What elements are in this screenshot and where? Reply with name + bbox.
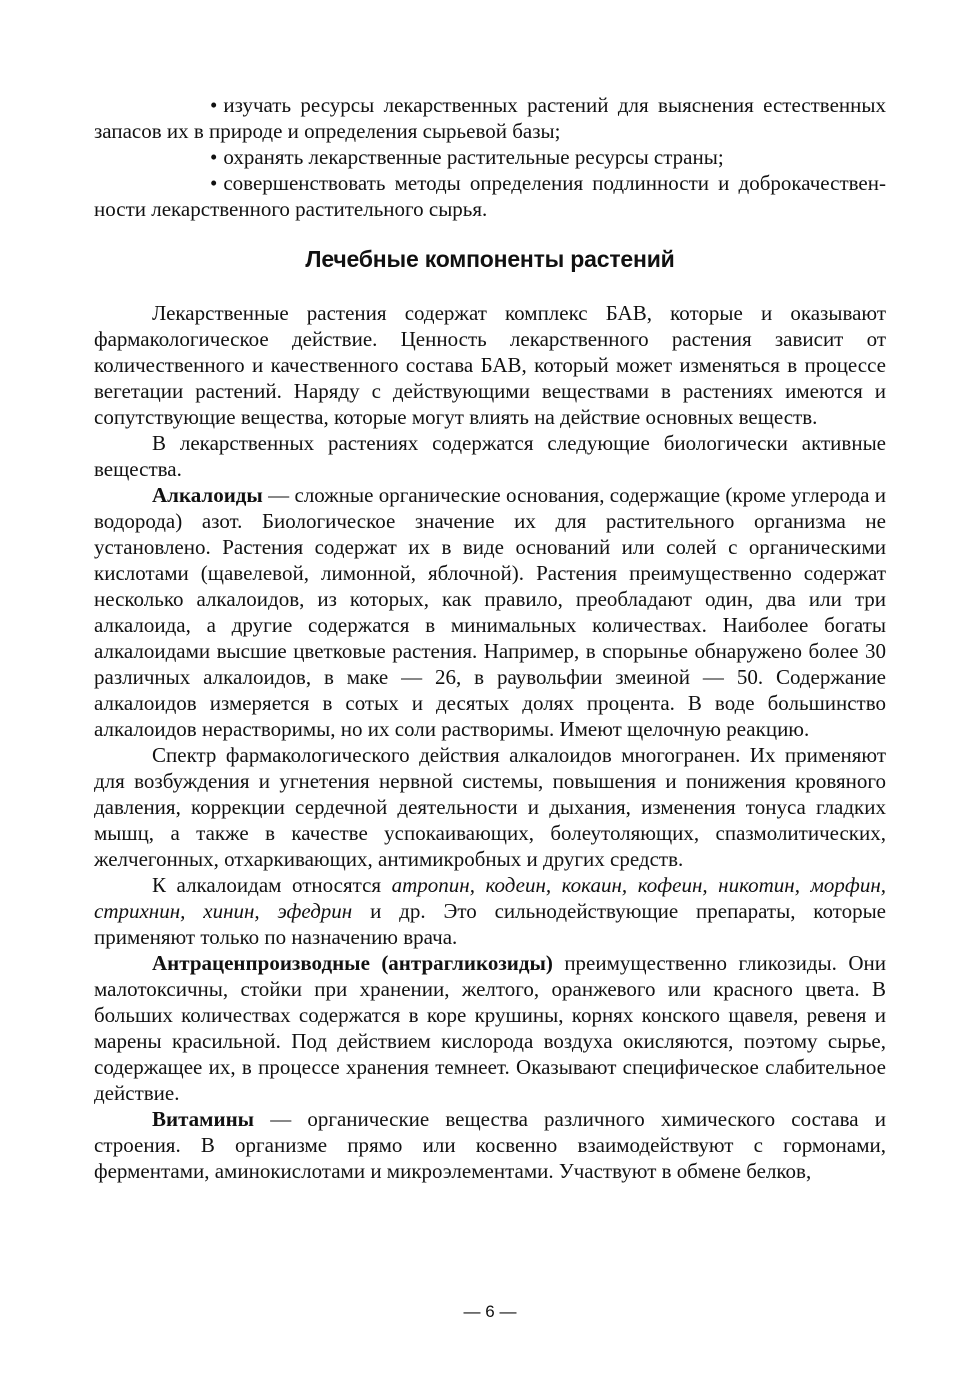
intro-paragraph-2: В лекарственных растениях содержатся следующие биологически активные вещества.	[94, 431, 886, 481]
bullet-item: • охранять лекарственные растительные ресурсы страны;	[94, 144, 886, 170]
intro-paragraph: Лекарственные растения содержат комплекс БАВ, которые и оказывают фармакологическое действие. Ценность лекарственного растения зависит от количественного и качественного состава БАВ, который может изменяться в процессе вегетации растений. Наряду с действующими веществами в растениях имеются и сопутствующие вещества, которые могут влиять на действие основных веществ.	[94, 301, 886, 429]
vitamins-paragraph: Витамины — органические вещества различного химического состава и строения. В организме прямо или косвенно взаимодействуют с гормонами, ферментами, аминокислотами и микроэлементами. Участвуют в обмене белков,	[94, 1107, 886, 1183]
bullet-icon: •	[210, 93, 218, 117]
anthracene-paragraph: Антраценпроизводные (антрагликозиды) преимущественно гликозиды. Они малотоксичны, стойки при хранении, желтого, оранжевого или красного цвета. В больших количествах содержатся в коре крушины, корнях конского щавеля, ревеня и марены красильной. Под действием кислорода воздуха окисляются, поэтому сырье, содержащее их, в процессе хранения темнеет. Оказывают специфическое слабительное действие.	[94, 951, 886, 1105]
anthracene-term: Антраценпроизводные (антрагликозиды)	[152, 951, 553, 975]
section-title: Лечебные компоненты растений	[305, 246, 675, 272]
alkaloids-names: атропин, кодеин, кокаин, кофеин, никотин, морфин, стрихнин, хинин, эфедрин	[94, 873, 886, 923]
alkaloids-term: Алкалоиды	[152, 483, 263, 507]
vitamins-term: Витамины	[152, 1107, 255, 1131]
bullet-item: • совершенствовать методы определения подлинности и доброкачественности лекарственного растительного сырья.	[94, 171, 886, 221]
bullet-icon: •	[210, 171, 218, 195]
alkaloids-list-paragraph: К алкалоидам относятся атропин, кодеин, кокаин, кофеин, никотин, морфин, стрихнин, хинин, эфедрин и др. Это сильнодействующие препараты, которые применяют только по назначению врача.	[94, 873, 886, 949]
alkaloids-paragraph: Алкалоиды — сложные органические основания, содержащие (кроме углерода и водорода) азот. Биологическое значение их для растительного организма не установлено. Растения содержат их в виде оснований или солей с органическими кислотами (щавелевой, лимонной, яблочной). Растения преимущественно содержат несколько алкалоидов, из которых, как правило, преобладают один, два или три алкалоида, а другие содержатся в минимальных количествах. Наиболее богаты алкалоидами высшие цветковые растения. Например, в спорынье обнаружено более 30 различных алкалоидов, в маке — 26, в раувольфии змеиной — 50. Содержание алкалоидов измеряется в сотых и десятых долях процента. В воде большинство алкалоидов нерастворимы, но их соли растворимы. Имеют щелочную реакцию.	[94, 483, 886, 741]
alkaloids-action-paragraph: Спектр фармакологического действия алкалоидов многогранен. Их применяют для возбуждения и угнетения нервной системы, повышения и понижения кровяного давления, коррекции сердечной деятельности и дыхания, изменения тонуса гладких мышц, а также в качестве успокаивающих, болеутоляющих, спазмолитических, желчегонных, отхаркивающих, антимикробных и других средств.	[94, 743, 886, 871]
bullet-item: • изучать ресурсы лекарственных растений для выяснения естественных запасов их в природе и определения сырьевой базы;	[94, 93, 886, 143]
page-number: — 6 —	[463, 1302, 517, 1321]
bullet-icon: •	[210, 145, 218, 169]
